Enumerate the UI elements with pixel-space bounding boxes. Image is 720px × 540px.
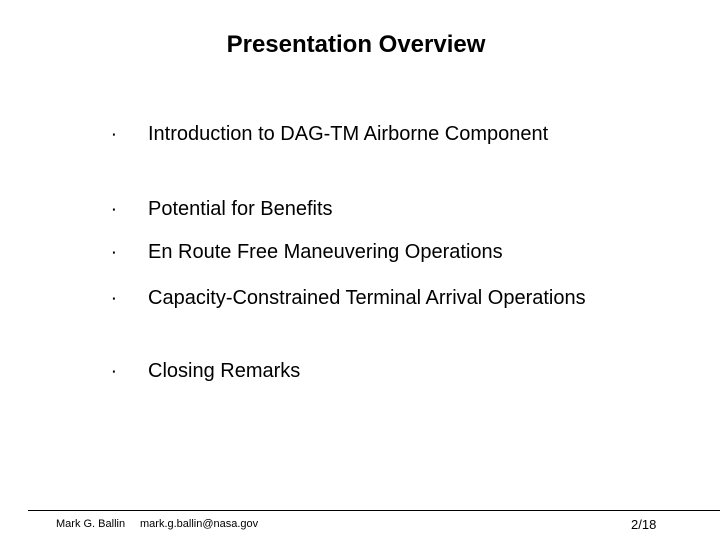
footer-divider [28, 510, 720, 511]
bullet-item [110, 195, 628, 224]
bullet-icon: ∙ [111, 241, 117, 263]
bullet-icon: ∙ [111, 287, 117, 309]
bullet-item [110, 357, 628, 386]
bullet-text: Closing Remarks [148, 360, 301, 382]
bullet-icon: ∙ [111, 198, 117, 220]
bullet-item [110, 238, 628, 267]
bullet-text: En Route Free Maneuvering Operations [148, 241, 503, 263]
bullet-icon: ∙ [111, 360, 117, 382]
bullet-item [110, 120, 628, 149]
slide-title: Presentation Overview [226, 31, 486, 58]
footer-author: Mark G. Ballin [56, 518, 126, 530]
bullet-icon: ∙ [111, 123, 117, 145]
bullet-text: Introduction to DAG-TM Airborne Component [148, 123, 549, 145]
page-number: 2/18 [631, 517, 657, 532]
bullet-text: Capacity-Constrained Terminal Arrival Operations [148, 287, 586, 309]
bullet-item [110, 284, 628, 313]
footer-email: mark.g.ballin@nasa.gov [140, 518, 259, 530]
bullet-text: Potential for Benefits [148, 198, 333, 220]
